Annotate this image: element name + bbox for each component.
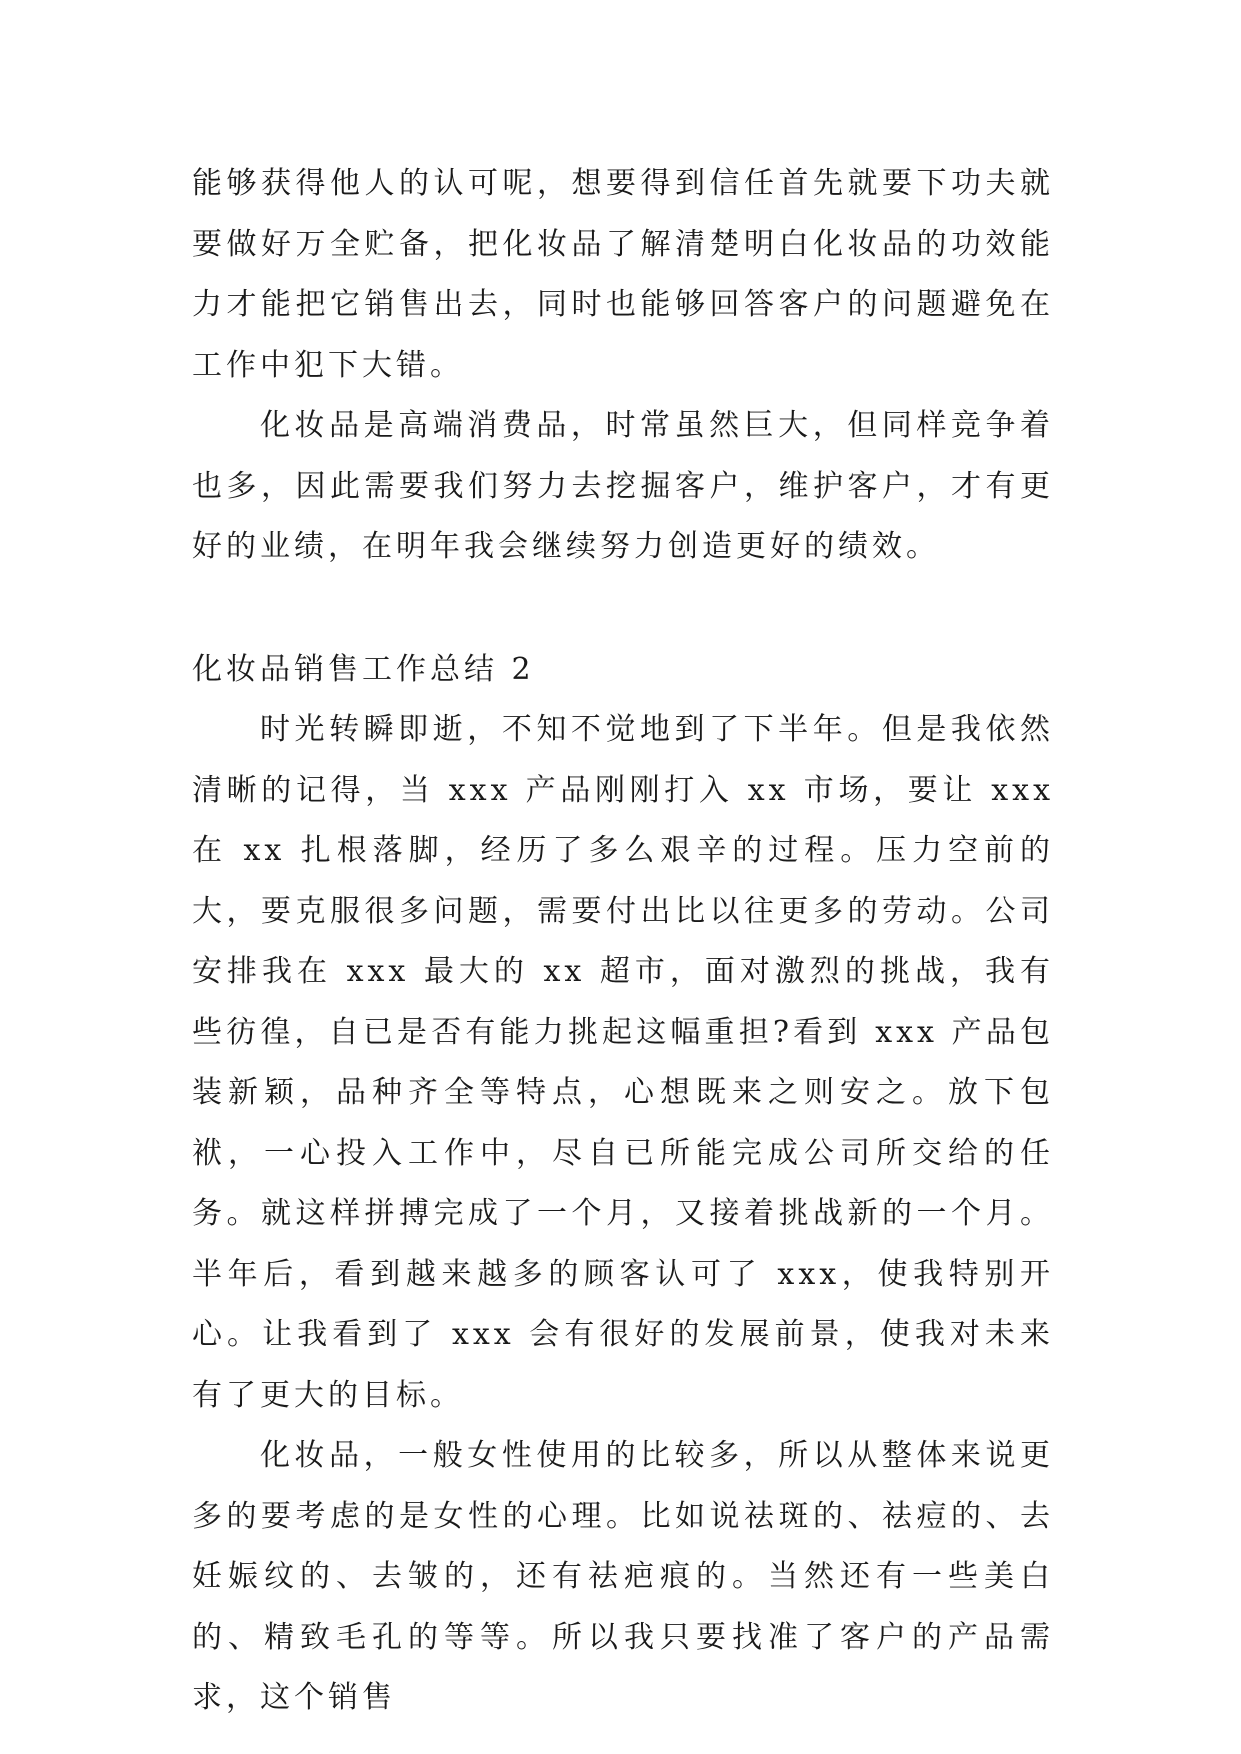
paragraph-1: 能够获得他人的认可呢，想要得到信任首先就要下功夫就要做好万全贮备，把化妆品了解清楚明白化妆品的功效能力才能把它销售出去，同时也能够回答客户的问题避免在工作中犯下大错。 xyxy=(192,166,1054,383)
section-heading: 化妆品销售工作总结 2 xyxy=(192,651,535,687)
paragraph-3: 时光转瞬即逝，不知不觉地到了下半年。但是我依然清晰的记得，当 xxx 产品刚刚打入 xx 市场，要让 xxx 在 xx 扎根落脚，经历了多么艰辛的过程。压力空前的大，要克服很多问题，需要付出比以往更多的劳动。公司安排我在 xxx 最大的 xx 超市，面对激烈的挑战，我有些彷徨，自已是否有能力挑起这幅重担?看到 xxx 产品包装新颖，品种齐全等特点，心想既来之则安之。放下包袱，一心投入工作中，尽自已所能完成公司所交给的任务。就这样拼搏完成了一个月，又接着挑战新的一个月。半年后，看到越来越多的顾客认可了 xxx，使我特别开心。让我看到了 xxx 会有很好的发展前景，使我对未来有了更大的目标。 xyxy=(192,712,1054,1413)
paragraph-2: 化妆品是高端消费品，时常虽然巨大，但同样竞争着也多，因此需要我们努力去挖掘客户，维护客户，才有更好的业绩，在明年我会继续努力创造更好的绩效。 xyxy=(192,408,1054,564)
document-body xyxy=(192,154,1054,1729)
paragraph-4: 化妆品，一般女性使用的比较多，所以从整体来说更多的要考虑的是女性的心理。比如说祛斑的、祛痘的、去妊娠纹的、去皱的，还有祛疤痕的。当然还有一些美白的、精致毛孔的等等。所以我只要找准了客户的产品需求，这个销售 xyxy=(192,1438,1054,1715)
